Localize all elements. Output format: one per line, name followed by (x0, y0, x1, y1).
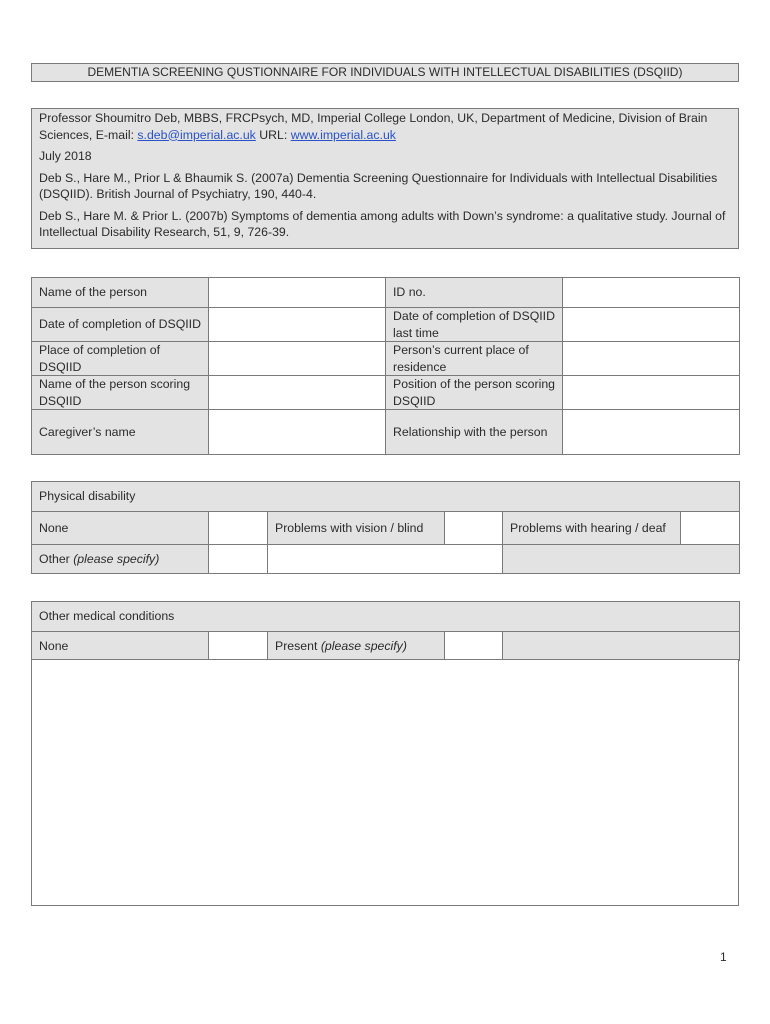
medical-none-checkbox[interactable] (209, 632, 268, 661)
physical-disability-header: Physical disability (32, 482, 740, 512)
present-text: Present (275, 638, 318, 653)
scorer-name-field[interactable] (209, 376, 386, 410)
medical-blank (503, 632, 740, 661)
medical-conditions-table (31, 601, 740, 661)
url-label: URL: (255, 127, 291, 142)
relationship-label: Relationship with the person (386, 410, 563, 455)
caregiver-field[interactable] (209, 410, 386, 455)
id-label: ID no. (386, 278, 563, 308)
medical-present-checkbox[interactable] (445, 632, 503, 661)
physical-other-blank (503, 545, 740, 574)
medical-conditions-header: Other medical conditions (32, 602, 740, 632)
physical-other-specify-field[interactable] (268, 545, 503, 574)
name-field[interactable] (209, 278, 386, 308)
date-completion-label: Date of completion of DSQIID (32, 308, 209, 342)
residence-field[interactable] (563, 342, 740, 376)
physical-other-label (32, 545, 209, 574)
physical-other-checkbox[interactable] (209, 545, 268, 574)
other-hint: (please specify) (73, 551, 160, 566)
caregiver-label: Caregiver’s name (32, 410, 209, 455)
date-last-field[interactable] (563, 308, 740, 342)
author-line (39, 110, 731, 143)
date-last-label: Date of completion of DSQIID last time (386, 308, 563, 342)
id-field[interactable] (563, 278, 740, 308)
hearing-label: Problems with hearing / deaf (503, 512, 681, 545)
vision-checkbox[interactable] (445, 512, 503, 545)
medical-present-label (268, 632, 445, 661)
other-text: Other (39, 551, 70, 566)
scorer-position-label: Position of the person scoring DSQIID (386, 376, 563, 410)
reference-1: Deb S., Hare M., Prior L & Bhaumik S. (2007a) Dementia Screening Questionnaire for Individuals with Intellectual Disabilities (DSQIID). British Journal of Psychiatry, 190, 440-4. (39, 170, 718, 201)
reference-2: Deb S., Hare M. & Prior L. (2007b) Symptoms of dementia among adults with Down’s syndrome: a qualitative study. Journal of Intellectual Disability Research, 51, 9, 726-39. (39, 208, 726, 239)
name-label: Name of the person (32, 278, 209, 308)
vision-label: Problems with vision / blind (268, 512, 445, 545)
relationship-field[interactable] (563, 410, 740, 455)
residence-label: Person’s current place of residence (386, 342, 563, 376)
document-title: DEMENTIA SCREENING QUSTIONNAIRE FOR INDIVIDUALS WITH INTELLECTUAL DISABILITIES (DSQIID) (31, 63, 739, 82)
author-info-box (31, 108, 739, 249)
author-text: Professor Shoumitro Deb, MBBS, FRCPsych, MD, Imperial College London, UK, Department of Medicine, Division of Brain Sciences, E-mail: (39, 111, 708, 142)
date-text: July 2018 (39, 149, 92, 163)
present-hint: (please specify) (320, 638, 407, 653)
person-details-table (31, 277, 740, 455)
email-link[interactable]: s.deb@imperial.ac.uk (137, 127, 256, 142)
scorer-name-label: Name of the person scoring DSQIID (32, 376, 209, 410)
date-completion-field[interactable] (209, 308, 386, 342)
url-link[interactable]: www.imperial.ac.uk (290, 127, 396, 142)
physical-disability-table (31, 481, 740, 574)
physical-none-label: None (32, 512, 209, 545)
scorer-position-field[interactable] (563, 376, 740, 410)
medical-conditions-specify-area[interactable] (31, 659, 739, 906)
medical-none-label: None (32, 632, 209, 661)
physical-none-checkbox[interactable] (209, 512, 268, 545)
page-number: 1 (720, 950, 727, 964)
place-completion-label: Place of completion of DSQIID (32, 342, 209, 376)
hearing-checkbox[interactable] (681, 512, 740, 545)
place-completion-field[interactable] (209, 342, 386, 376)
